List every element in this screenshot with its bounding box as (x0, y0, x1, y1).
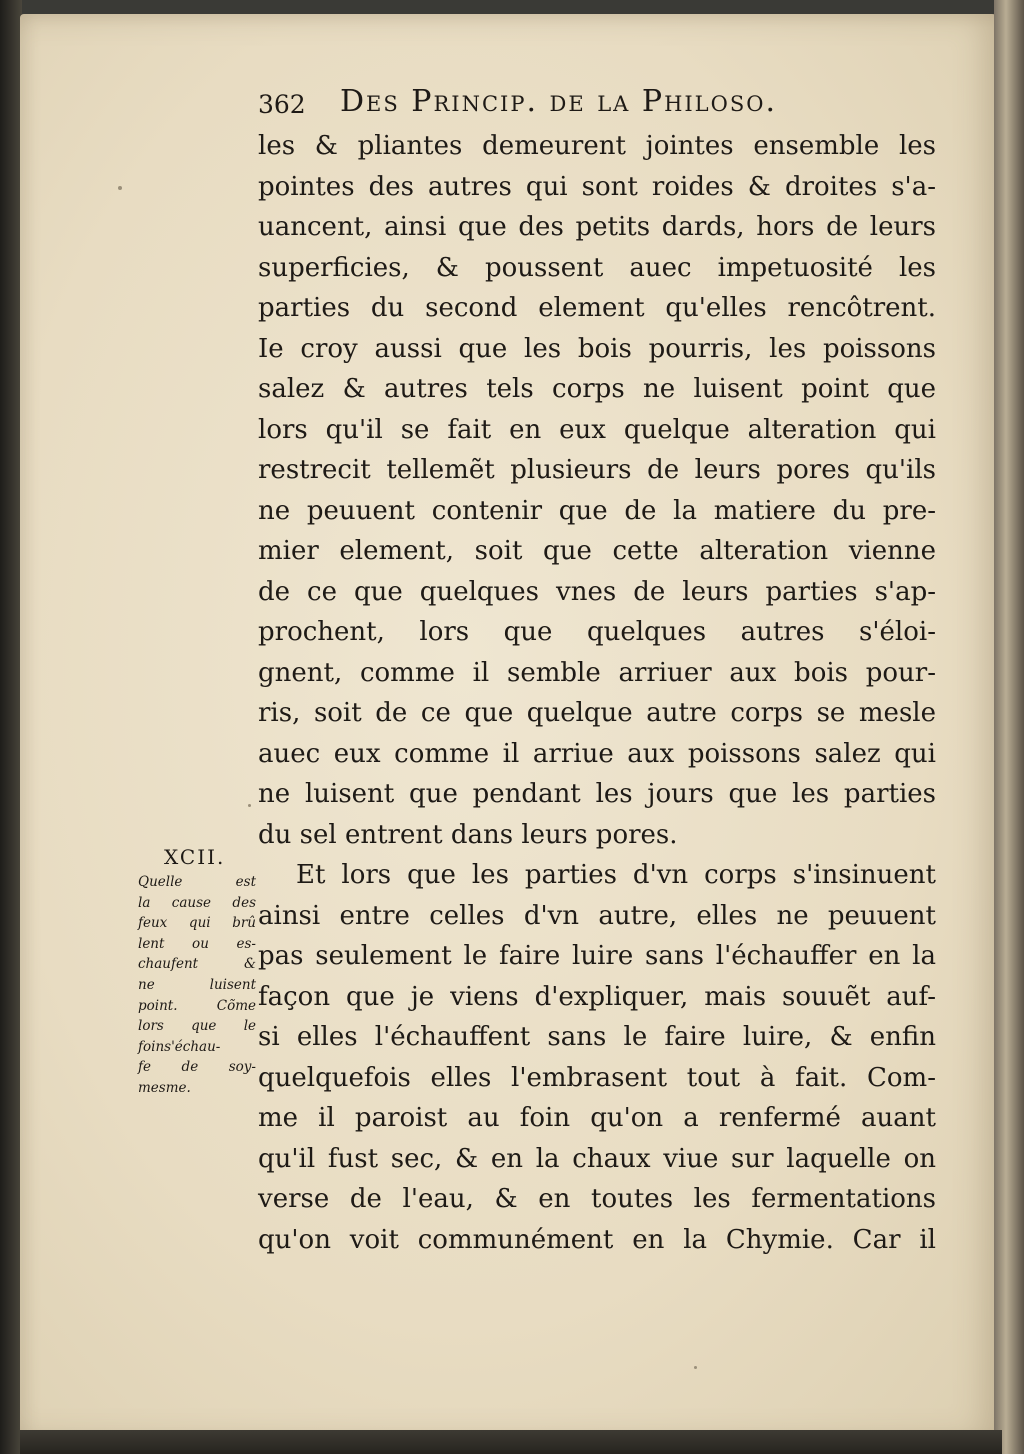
scan-background-left (0, 0, 22, 1454)
text-line: qu'on voit communément en la Chymie. Car il (258, 1224, 936, 1255)
margin-note-line: point. Cõme (138, 997, 256, 1014)
margin-note-line: la cause des (138, 894, 256, 911)
text-line: prochent, lors que quelques autres s'éloi- (258, 617, 936, 647)
article-number: XCII. (164, 845, 226, 869)
margin-note-line: lors que le (138, 1018, 256, 1035)
margin-note-line: foins'échau- (138, 1038, 221, 1055)
running-header (258, 80, 948, 124)
text-line: gnent, comme il semble arriuer aux bois pour- (258, 657, 936, 688)
text-line: si elles l'échauffent sans le faire luire, & enfin (258, 1022, 936, 1052)
paper-speck (118, 186, 122, 190)
text-line: ris, soit de ce que quelque autre corps se mesle (258, 698, 936, 728)
text-line: superficies, & poussent auec impetuosité les (258, 252, 936, 283)
marginal-note (138, 842, 256, 1099)
text-line: restrecit tellemẽt plusieurs de leurs pores qu'ils (258, 455, 936, 485)
text-line: de ce que quelques vnes de leurs parties s'ap- (258, 576, 936, 607)
margin-note-line: fe de soy- (138, 1059, 256, 1076)
text-line: pointes des autres qui sont roides & droites s'a- (258, 171, 936, 202)
text-line: me il paroist au foin qu'on a renfermé auant (258, 1103, 936, 1133)
margin-note-line: Quelle est (138, 874, 256, 890)
margin-note-line: ne luisent (138, 976, 256, 993)
text-line: ne luisent que pendant les jours que les parties (258, 779, 936, 809)
text-line: façon que je viens d'expliquer, mais souuẽt auf- (258, 981, 936, 1012)
text-line: pas seulement le faire luire sans l'échauffer en la (258, 941, 936, 971)
text-line: uancent, ainsi que des petits dards, hors de leurs (258, 212, 936, 242)
text-line: quelquefois elles l'embrasent tout à fait. Com- (258, 1062, 936, 1093)
paper-speck (248, 804, 251, 807)
margin-note-line: mesme. (138, 1079, 191, 1096)
scan-background-bottom (20, 1430, 1002, 1454)
paragraph-start-line: Et lors que les parties d'vn corps s'insinuent (296, 860, 936, 890)
text-line: parties du second element qu'elles rencôtrent. (258, 293, 936, 323)
text-line: ainsi entre celles d'vn autre, elles ne peuuent (258, 900, 936, 931)
paper-speck (694, 1366, 697, 1369)
text-line: auec eux comme il arriue aux poissons salez qui (258, 738, 936, 769)
main-text-block (258, 126, 936, 1260)
adjacent-page-edge (994, 0, 1024, 1454)
text-line: qu'il fust sec, & en la chaux viue sur laquelle on (258, 1143, 936, 1174)
running-title: Des Princip. de la Philoso. (340, 84, 777, 119)
margin-note-line: chaufent & (138, 956, 256, 973)
margin-note-line: feux qui brû (138, 915, 256, 932)
text-line: verse de l'eau, & en toutes les fermentations (258, 1184, 936, 1214)
text-line: ne peuuent contenir que de la matiere du pre- (258, 495, 936, 526)
text-line: lors qu'il se fait en eux quelque alteration qui (258, 414, 936, 445)
text-line: les & pliantes demeurent jointes ensemble les (258, 131, 936, 161)
page-number: 362 (258, 90, 306, 119)
text-line: salez & autres tels corps ne luisent point que (258, 374, 936, 404)
text-line: du sel entrent dans leurs pores. (258, 819, 678, 850)
text-line: mier element, soit que cette alteration vienne (258, 536, 936, 566)
text-line: Ie croy aussi que les bois pourris, les poissons (258, 333, 936, 364)
margin-note-line: lent ou es- (138, 935, 256, 952)
